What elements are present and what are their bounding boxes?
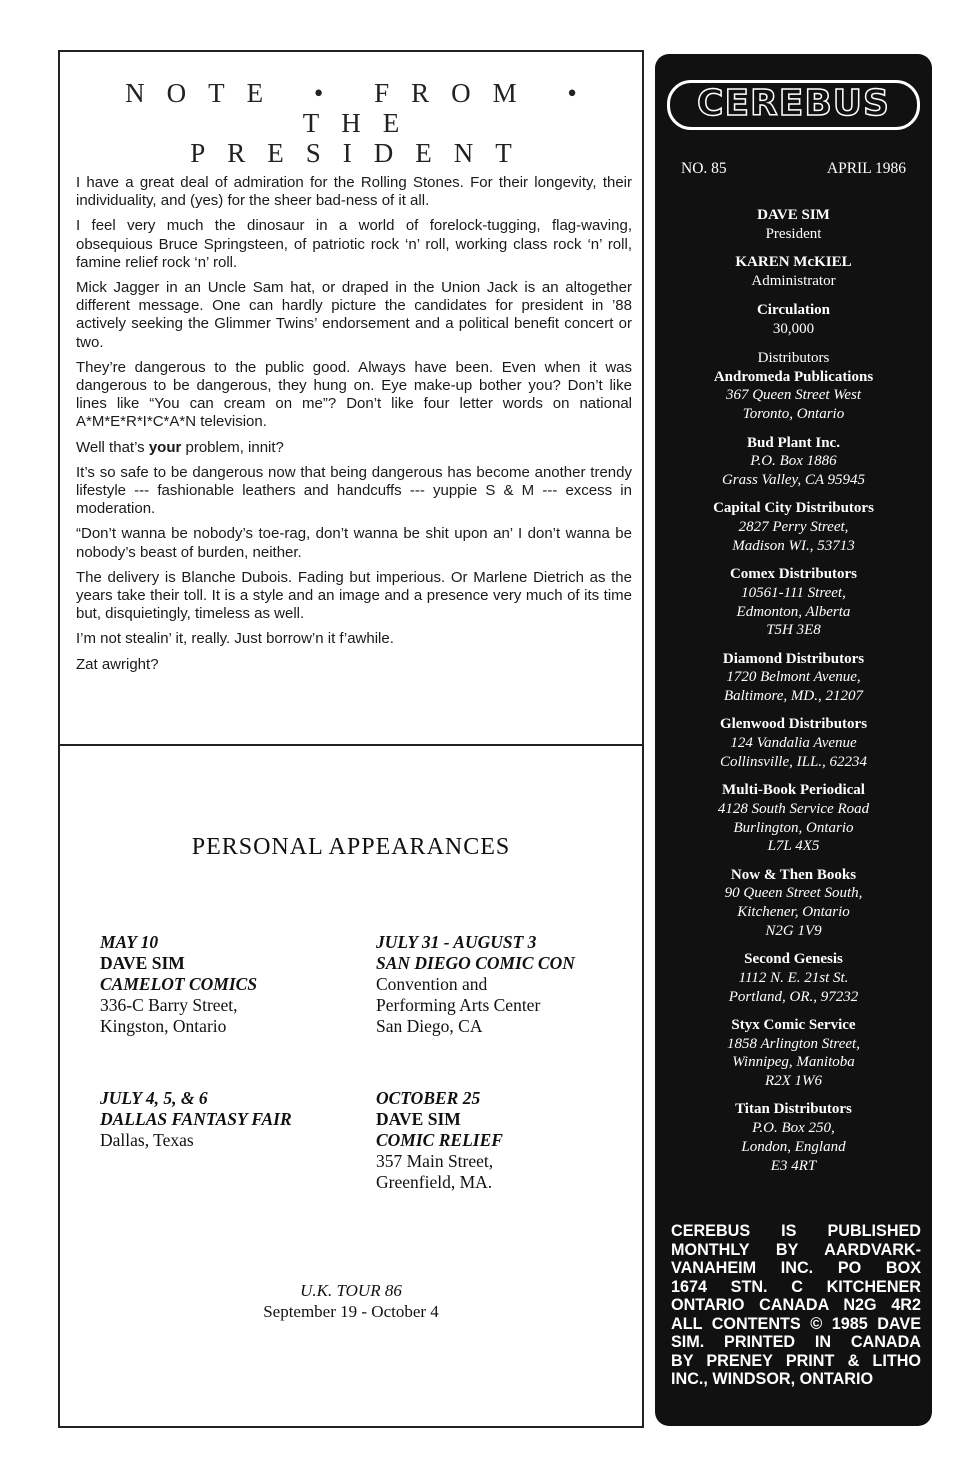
event-july-4 [100,1088,292,1151]
distributor-address: 1112 N. E. 21st St. [738,969,849,986]
distributor-address: Portland, OR., 97232 [728,988,859,1005]
distributor-name: Now & Then Books [730,866,857,883]
distributor-entry [655,1100,932,1175]
issue-date: APRIL 1986 [826,160,906,177]
event-date: JULY 4, 5, & 6 [100,1088,208,1108]
distributor-address: P.O. Box 250, [752,1120,835,1137]
event-venue: CAMELOT COMICS [100,974,258,994]
publisher-line: ALL CONTENTS © 1985 DAVE [671,1314,921,1333]
distributor-address: 10561-111 Street, [741,584,846,601]
event-address: Performing Arts Center [376,995,541,1015]
uk-tour [60,1280,642,1322]
note-title-line1: NOTE • FROM • THE [125,78,599,138]
distributor-address: Kitchener, Ontario [737,904,850,921]
publisher-line: INC., WINDSOR, ONTARIO [671,1370,874,1388]
uk-tour-title: U.K. TOUR 86 [300,1281,402,1300]
note-paragraph: Mick Jagger in an Uncle Sam hat, or draped in the Union Jack is an altogether different message. One can hardly picture the candidates for president in ’88 actively seeking the Glimmer Twins’ endorsement and a political benefit concert or two. [76,279,632,351]
event-venue: DALLAS FANTASY FAIR [100,1109,292,1129]
event-address: Kingston, Ontario [100,1016,227,1036]
event-address: Dallas, Texas [100,1130,194,1150]
note-title [60,78,642,168]
staff-entry [655,253,932,290]
staff-name: Circulation [756,301,831,318]
distributor-entry [655,650,932,706]
distributor-name: Capital City Distributors [713,500,874,517]
staff-name: KAREN McKIEL [735,254,852,271]
publisher-line: ONTARIO CANADA N2G 4R2 [671,1296,921,1314]
event-date: OCTOBER 25 [376,1088,481,1108]
personal-appearances-box [58,744,644,1428]
distributor-name: Comex Distributors [729,566,858,583]
publisher-line: BY PRENEY PRINT & LITHO [671,1351,921,1370]
distributor-name: Diamond Distributors [722,650,865,667]
note-from-president-box [58,50,644,746]
note-paragraph: They’re dangerous to the public good. Always have been. Even when it was dangerous to be dangerous, they hung on. Eye make-up bother you? Don’t like lines like “You can cream on me”? Don’t like four letter words on national A*M*E*R*I*C*A*N television. [76,358,632,431]
staff-entry [655,206,932,243]
distributor-name: Styx Comic Service [731,1016,856,1033]
event-address: Convention and [376,974,488,994]
event-date: JULY 31 - AUGUST 3 [376,932,537,952]
distributor-address: L7L 4X5 [767,838,820,855]
event-guest: DAVE SIM [100,953,185,973]
distributor-address: 124 Vandalia Avenue [730,735,857,752]
event-guest: DAVE SIM [376,1109,461,1129]
staff-list [655,206,932,348]
staff-entry [655,301,932,338]
note-title-line2: PRESIDENT [190,138,534,168]
note-body [76,174,632,681]
publisher-line: SIM. PRINTED IN CANADA [671,1333,921,1351]
note-paragraph: I’m not stealin’ it, really. Just borrow’n it f’awhile. [76,630,394,648]
distributor-address: 4128 South Service Road [717,800,870,817]
event-date: MAY 10 [100,932,159,952]
distributor-address: E3 4RT [770,1157,817,1174]
note-paragraph: I have a great deal of admiration for the Rolling Stones. For their longevity, their individuality, and (yes) for the sheer bad-ness of it all. [76,174,632,210]
distributor-address: 367 Queen Street West [725,387,862,404]
note-p5-before: Well that’s [76,438,149,456]
distributor-address: Toronto, Ontario [742,406,845,423]
publisher-info [671,1222,921,1389]
distributor-address: R2X 1W6 [764,1073,823,1090]
note-paragraph: The delivery is Blanche Dubois. Fading but imperious. Or Marlene Dietrich as the years take their toll. It is a style and an image and a presence very much of its time but, disquietingly, timeless as well. [76,568,632,623]
distributor-address: P.O. Box 1886 [750,453,837,470]
note-paragraph [76,439,632,457]
distributor-address: Burlington, Ontario [733,819,854,836]
distributor-entry [655,1016,932,1091]
publisher-line: MONTHLY BY AARDVARK- [671,1240,921,1259]
distributor-address: 1720 Belmont Avenue, [726,669,861,686]
publisher-line: 1674 STN. C KITCHENER [671,1277,921,1296]
event-may-10 [100,932,257,1037]
distributor-entry [655,866,932,941]
distributor-name: Andromeda Publications [713,368,874,385]
distributor-address: 90 Queen Street South, [724,885,863,902]
distributor-address: Madison WI., 53713 [732,537,855,554]
cerebus-logo: CEREBUS [667,80,920,130]
distributors-header: Distributors [757,350,830,366]
note-paragraph: It’s so safe to be dangerous now that being dangerous has become another trendy lifestyle --- fashionable leathers and handcuffs --- yuppie S & M --- excess in moderation. [76,463,632,518]
distributor-name: Titan Distributors [735,1101,852,1118]
distributor-name: Bud Plant Inc. [747,434,840,451]
distributor-address: Collinsville, ILL., 62234 [719,753,868,770]
distributor-entry [655,715,932,771]
staff-role: President [765,225,822,242]
distributor-address: Winnipeg, Manitoba [732,1054,855,1071]
distributor-entry [655,565,932,640]
distributor-address: Baltimore, MD., 21207 [723,688,863,704]
event-address: 336-C Barry Street, [100,995,238,1015]
note-p5-bold: your [148,438,182,456]
distributor-address: 1858 Arlington Street, [727,1035,860,1052]
distributor-name: Second Genesis [744,951,843,968]
staff-role: 30,000 [772,320,815,337]
event-venue: SAN DIEGO COMIC CON [376,953,575,973]
distributor-address: Edmonton, Alberta [736,603,851,620]
distributor-entry [655,499,932,555]
issue-number: NO. 85 [681,160,727,177]
distributor-entry [655,434,932,490]
distributor-address: London, England [741,1138,846,1155]
event-address: Greenfield, MA. [376,1172,493,1192]
appearances-title: PERSONAL APPEARANCES [191,834,511,860]
note-paragraph: I feel very much the dinosaur in a world of forelock-tugging, flag-waving, obsequious Bruce Springsteen, of patriotic rock ‘n’ roll, working class rock ‘n’ roll, famine relief rock ‘n’ roll. [76,217,632,271]
distributor-entry [655,781,932,856]
distributors-list [655,349,932,1185]
distributor-address: 2827 Perry Street, [738,519,849,535]
note-p5-after: problem, innit? [181,438,284,456]
issue-row [681,160,906,178]
event-venue: COMIC RELIEF [376,1130,503,1150]
note-paragraph: Zat awright? [76,655,159,673]
event-july-31 [376,932,575,1037]
publisher-line: VANAHEIM INC. PO BOX [671,1259,921,1277]
distributor-name: Glenwood Distributors [719,716,868,733]
distributor-entry [655,368,932,424]
note-paragraph: “Don’t wanna be nobody’s toe-rag, don’t wanna be shit upon an’ I don’t wanna be nobody’s beast of burden, neither. [76,525,632,561]
distributor-address: Grass Valley, CA 95945 [721,471,866,488]
distributor-entry [655,950,932,1006]
masthead-sidebar [655,54,932,1426]
distributor-address: T5H 3E8 [766,622,821,639]
distributor-address: N2G 1V9 [765,922,822,939]
event-address: 357 Main Street, [376,1151,494,1171]
event-address: San Diego, CA [376,1016,483,1036]
uk-tour-dates: September 19 - October 4 [263,1302,439,1321]
staff-name: DAVE SIM [757,207,830,223]
event-october-25 [376,1088,503,1193]
staff-role: Administrator [751,273,836,290]
publisher-line: CEREBUS IS PUBLISHED [671,1222,921,1240]
distributor-name: Multi-Book Periodical [722,782,865,799]
